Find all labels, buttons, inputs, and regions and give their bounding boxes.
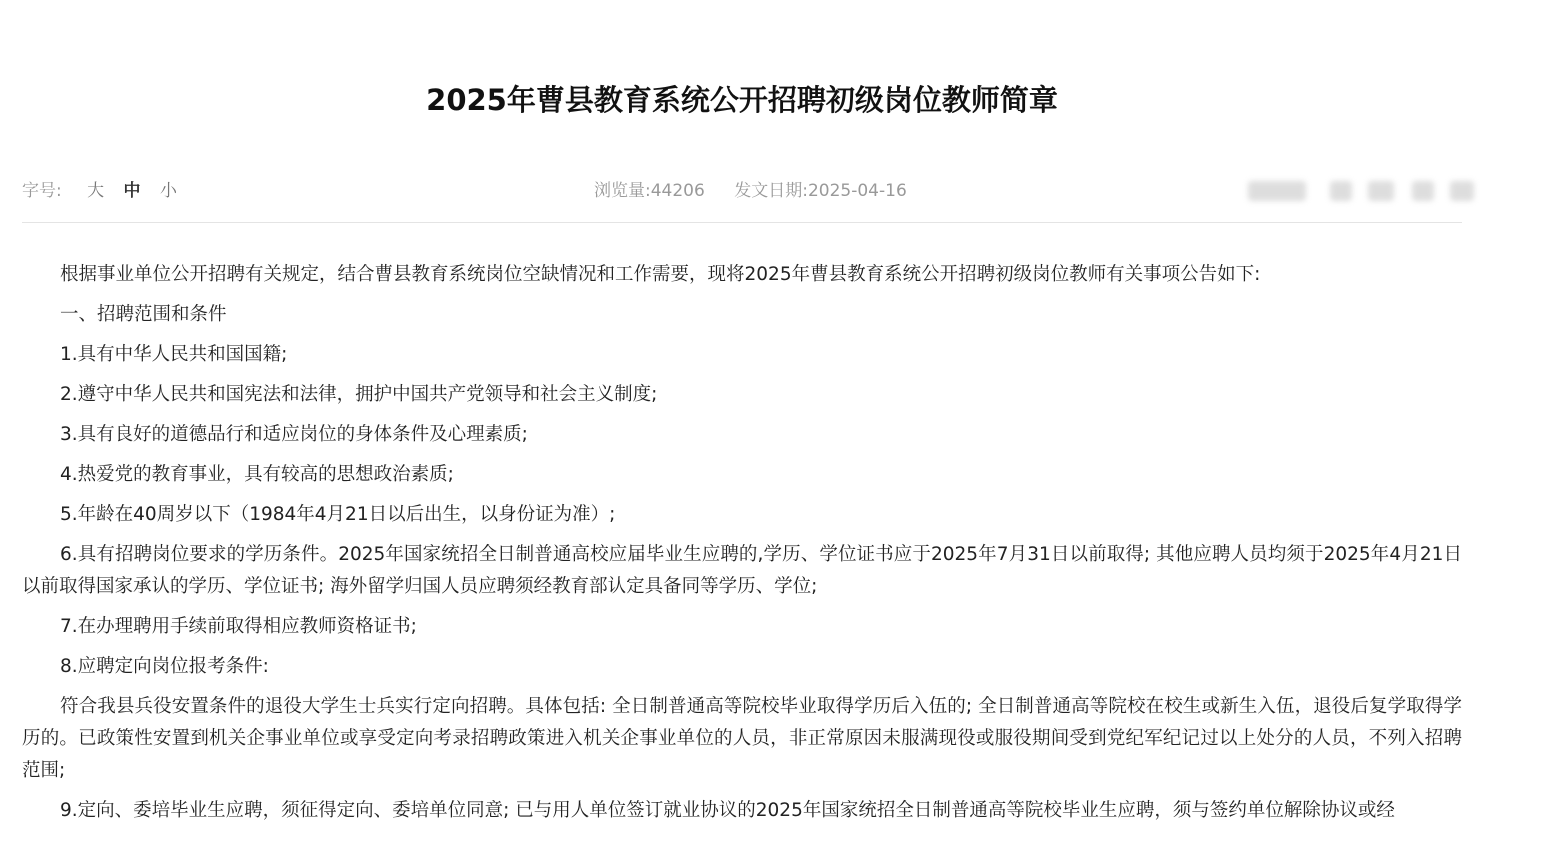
publish-date — [734, 181, 907, 201]
share-icon[interactable] — [1412, 181, 1434, 201]
article-meta-bar — [22, 180, 1462, 223]
paragraph: 9.定向、委培毕业生应聘，须征得定向、委培单位同意; 已与用人单位签订就业协议的2025年国家统招全日制普通高等院校毕业生应聘，须与签约单位解除协议或经 — [60, 800, 1395, 821]
views-label: 浏览量: — [594, 181, 651, 201]
paragraph: 7.在办理聘用手续前取得相应教师资格证书; — [60, 616, 417, 637]
font-size-label: 字号: — [22, 181, 62, 201]
share-bar — [1232, 177, 1462, 205]
font-size-small-button[interactable]: 小 — [159, 181, 177, 201]
share-icon[interactable] — [1450, 181, 1474, 201]
paragraph: 8.应聘定向岗位报考条件: — [60, 656, 269, 677]
paragraph: 2.遵守中华人民共和国宪法和法律，拥护中国共产党领导和社会主义制度; — [60, 384, 658, 405]
share-icon[interactable] — [1330, 181, 1352, 201]
article-body — [22, 259, 1462, 827]
page-title: 2025年曹县教育系统公开招聘初级岗位教师简章 — [426, 83, 1058, 117]
views-count: 44206 — [650, 181, 705, 201]
font-size-large-button[interactable]: 大 — [87, 181, 105, 201]
share-icon[interactable] — [1248, 181, 1306, 201]
date-label: 发文日期: — [734, 181, 808, 201]
article-stats — [594, 180, 907, 202]
font-size-selector — [22, 180, 177, 202]
paragraph: 6.具有招聘岗位要求的学历条件。2025年国家统招全日制普通高校应届毕业生应聘的,学历、学位证书应于2025年7月31日以前取得; 其他应聘人员均须于2025年4月21日以前取得国家承认的学历、学位证书; 海外留学归国人员应聘须经教育部认定具备同等学历、学位; — [22, 544, 1462, 597]
paragraph: 4.热爱党的教育事业，具有较高的思想政治素质; — [60, 464, 454, 485]
font-size-medium-button[interactable]: 中 — [123, 181, 141, 201]
share-icon[interactable] — [1368, 181, 1394, 201]
article — [22, 0, 1462, 835]
section-heading: 一、招聘范围和条件 — [60, 304, 227, 325]
date-value: 2025-04-16 — [807, 181, 907, 201]
paragraph: 符合我县兵役安置条件的退役大学生士兵实行定向招聘。具体包括: 全日制普通高等院校毕业取得学历后入伍的; 全日制普通高等院校在校生或新生入伍，退役后复学取得学历的。已政策性安置到机关企事业单位或享受定向考录招聘政策进入机关企事业单位的人员，非正常原因未服满现役或服役期间受到党纪军纪记过以上处分的人员，不列入招聘范围; — [22, 696, 1462, 781]
paragraph: 根据事业单位公开招聘有关规定，结合曹县教育系统岗位空缺情况和工作需要，现将2025年曹县教育系统公开招聘初级岗位教师有关事项公告如下: — [60, 264, 1261, 285]
paragraph: 1.具有中华人民共和国国籍; — [60, 344, 288, 365]
paragraph: 5.年龄在40周岁以下（1984年4月21日以后出生，以身份证为准）; — [60, 504, 616, 525]
paragraph: 3.具有良好的道德品行和适应岗位的身体条件及心理素质; — [60, 424, 528, 445]
